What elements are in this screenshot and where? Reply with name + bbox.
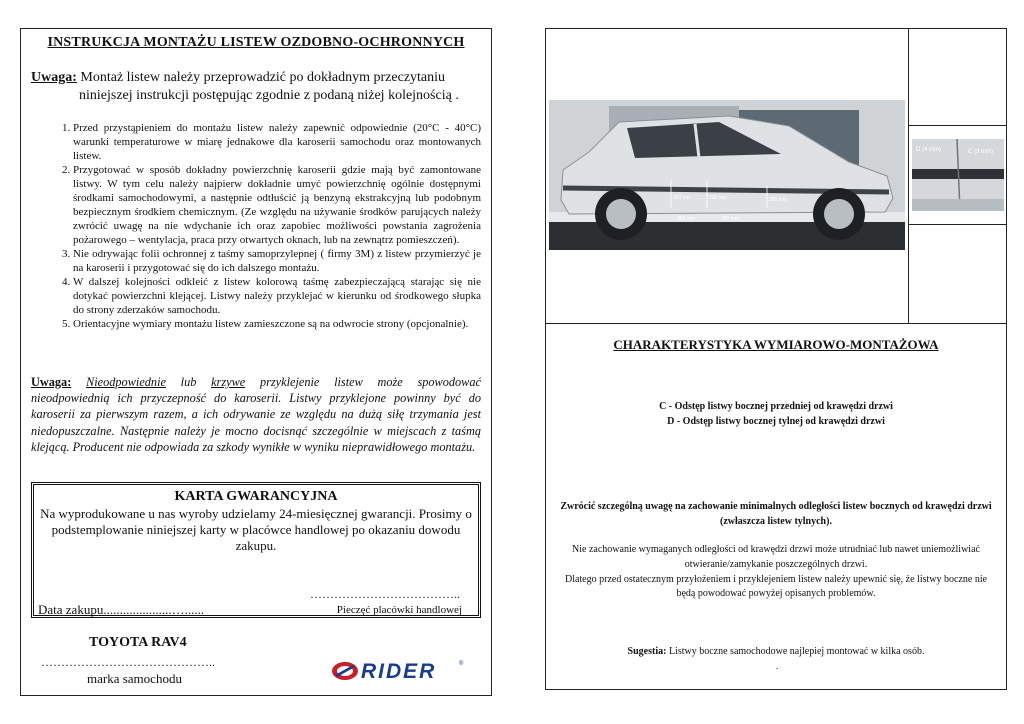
car-brand-label: marka samochodu (87, 671, 182, 686)
step-item: 2. Przygotować w sposób dokładny powierzchnię karoserii gdzie mają być zamontowane listwy. W tym celu należy najpierw dokładnie umyć powierzchnię ogólnie dostępnymi środkami samochodowymi, a następnie odtłuścić ją benzyną ekstrakcyjną lub podobnym bezpiecznym środkiem chemicznym. (Ze względu na używanie środków parujących należy zwrócić uwagę na nie wdychanie ich oraz zapobiec możliwości powstania zagrożenia pożarowego – wentylacja, praca przy otwartych oknach, lub na zewnątrz pomieszczeń). (73, 163, 481, 247)
instruction-title: INSTRUKCJA MONTAŻU LISTEW OZDOBNO-OCHRONNYCH (47, 35, 465, 50)
step-item: 3. Nie odrywając folii ochronnej z taśmy samoprzylepnej ( firmy 3M) z listew przymierzyć je na karoserii i przygotować się do ich dalszego montażu. (73, 247, 481, 275)
warning2-text: przyklejenie listew może spowodować nieodpowiednią ich przyczepność do karoserii. Listwy przyklejone powinny być do karoserii za pierwszym razem, a ich odrywanie ze względu na dużą siłę trzymania jest niedopuszczalne. Następnie należy je mocno docisnąć szczególnie w miejscach z taśmą klejącą. Producent nie odpowiada za szkody wynikłe w wyniku nieprawidłowego montażu. (31, 375, 481, 454)
warning2-word-improper: Nieodpowiednie (86, 375, 166, 389)
car-model: TOYOTA RAV4 (89, 635, 187, 650)
suggestion-text: Listwy boczne samochodowe najlepiej montować w kilka osób. (666, 646, 925, 657)
step-item: 5. Orientacyjne wymiary montażu listew zamieszczone są na odwrocie strony (opcjonalnie). (73, 317, 481, 331)
divider-horizontal (546, 323, 1006, 324)
svg-text:®: ® (459, 661, 464, 667)
instruction-panel (20, 28, 492, 696)
rider-logo (331, 657, 473, 683)
warranty-title: KARTA GWARANCYJNA (174, 489, 338, 504)
trailing-dot: . (776, 661, 779, 671)
dim-label-300: 300 mm (677, 216, 696, 222)
divider-vertical (908, 29, 909, 323)
car-dots: …………………………………….. (41, 655, 215, 669)
warning2-connector: lub (165, 375, 212, 389)
warranty-card (31, 482, 481, 618)
divider-small-1 (908, 125, 1006, 126)
legend (546, 399, 1006, 429)
stamp-dots: ……………………………….. (310, 587, 460, 601)
svg-text:RIDER: RIDER (361, 660, 437, 683)
notice-details (556, 543, 996, 602)
dim-label-280: 280 mm (769, 197, 788, 203)
warning2-word-crooked: krzywe (211, 375, 246, 389)
detail-label-c: C (3 mm) (968, 149, 993, 155)
notice-line-1: Nie zachowanie wymaganych odległości od krawędzi drzwi może utrudniać lub nawet uniemożliwiać otwieranie/zamykanie poszczególnych drzwi. (572, 544, 980, 570)
dimensions-panel (545, 28, 1007, 690)
store-stamp-label: Pieczęć placówki handlowej (336, 604, 462, 616)
detail-label-d: D (4 mm) (916, 147, 941, 153)
door-detail-photo (912, 139, 1004, 211)
dim-label-298: 298 mm (709, 195, 728, 201)
suggestion (546, 646, 1006, 657)
steps-list (31, 121, 481, 331)
warning2-label: Uwaga: (31, 375, 72, 389)
legend-d: D - Odstęp listwy bocznej tylnej od krawędzi drzwi (667, 416, 885, 427)
warning-line-1: Montaż listew należy przeprowadzić po dokładnym przeczytaniu (76, 70, 446, 85)
dim-label-303: 303 mm (673, 195, 692, 201)
car-photo (549, 100, 905, 250)
legend-c: C - Odstęp listwy bocznej przedniej od krawędzi drzwi (659, 401, 893, 412)
notice-line-2: Dlatego przed ostatecznym przyłożeniem i przyklejeniem listew należy upewnić się, że listwy boczne nie będą powodować powyżej opisanych problemów. (564, 573, 988, 600)
dimensions-title: CHARAKTERYSTYKA WYMIAROWO-MONTAŻOWA (613, 337, 939, 352)
step-item: 4. W dalszej kolejności odkleić z listew kolorową taśmę zabezpieczającą starając się nie dotykać powierzchni klejącej. Listwy należy przyklejać w kierunku od środkowego słupka do strony zderzaków samochodu. (73, 275, 481, 317)
notice-bold: Zwrócić szczególną uwagę na zachowanie minimalnych odległości listew bocznych od krawędzi drzwi (zwłaszcza listew tylnych). (560, 501, 992, 527)
warning-line-2: niniejszej instrukcji postępując zgodnie z podaną niżej kolejnością . (79, 88, 459, 103)
warning-intro (31, 69, 481, 105)
divider-small-2 (908, 224, 1006, 225)
warning-label: Uwaga: (31, 70, 77, 85)
dim-label-700: 700 mm (721, 216, 740, 222)
warning-adhesion (31, 374, 481, 455)
suggestion-label: Sugestia: (627, 646, 667, 657)
warranty-body: Na wyprodukowane u nas wyroby udzielamy 24-miesięcznej gwarancji. Prosimy o podstemplowanie niniejszej karty w placówce handlowej po okazaniu dowodu zakupu. (40, 506, 472, 553)
purchase-date-field: Data zakupu.....................…...... (38, 602, 205, 617)
step-item: 1. Przed przystąpieniem do montażu listew należy zapewnić odpowiednie (20°C - 40°C) warunki temperaturowe w miarę jednakowe dla karoserii samochodu oraz montowanych listew. (73, 121, 481, 163)
